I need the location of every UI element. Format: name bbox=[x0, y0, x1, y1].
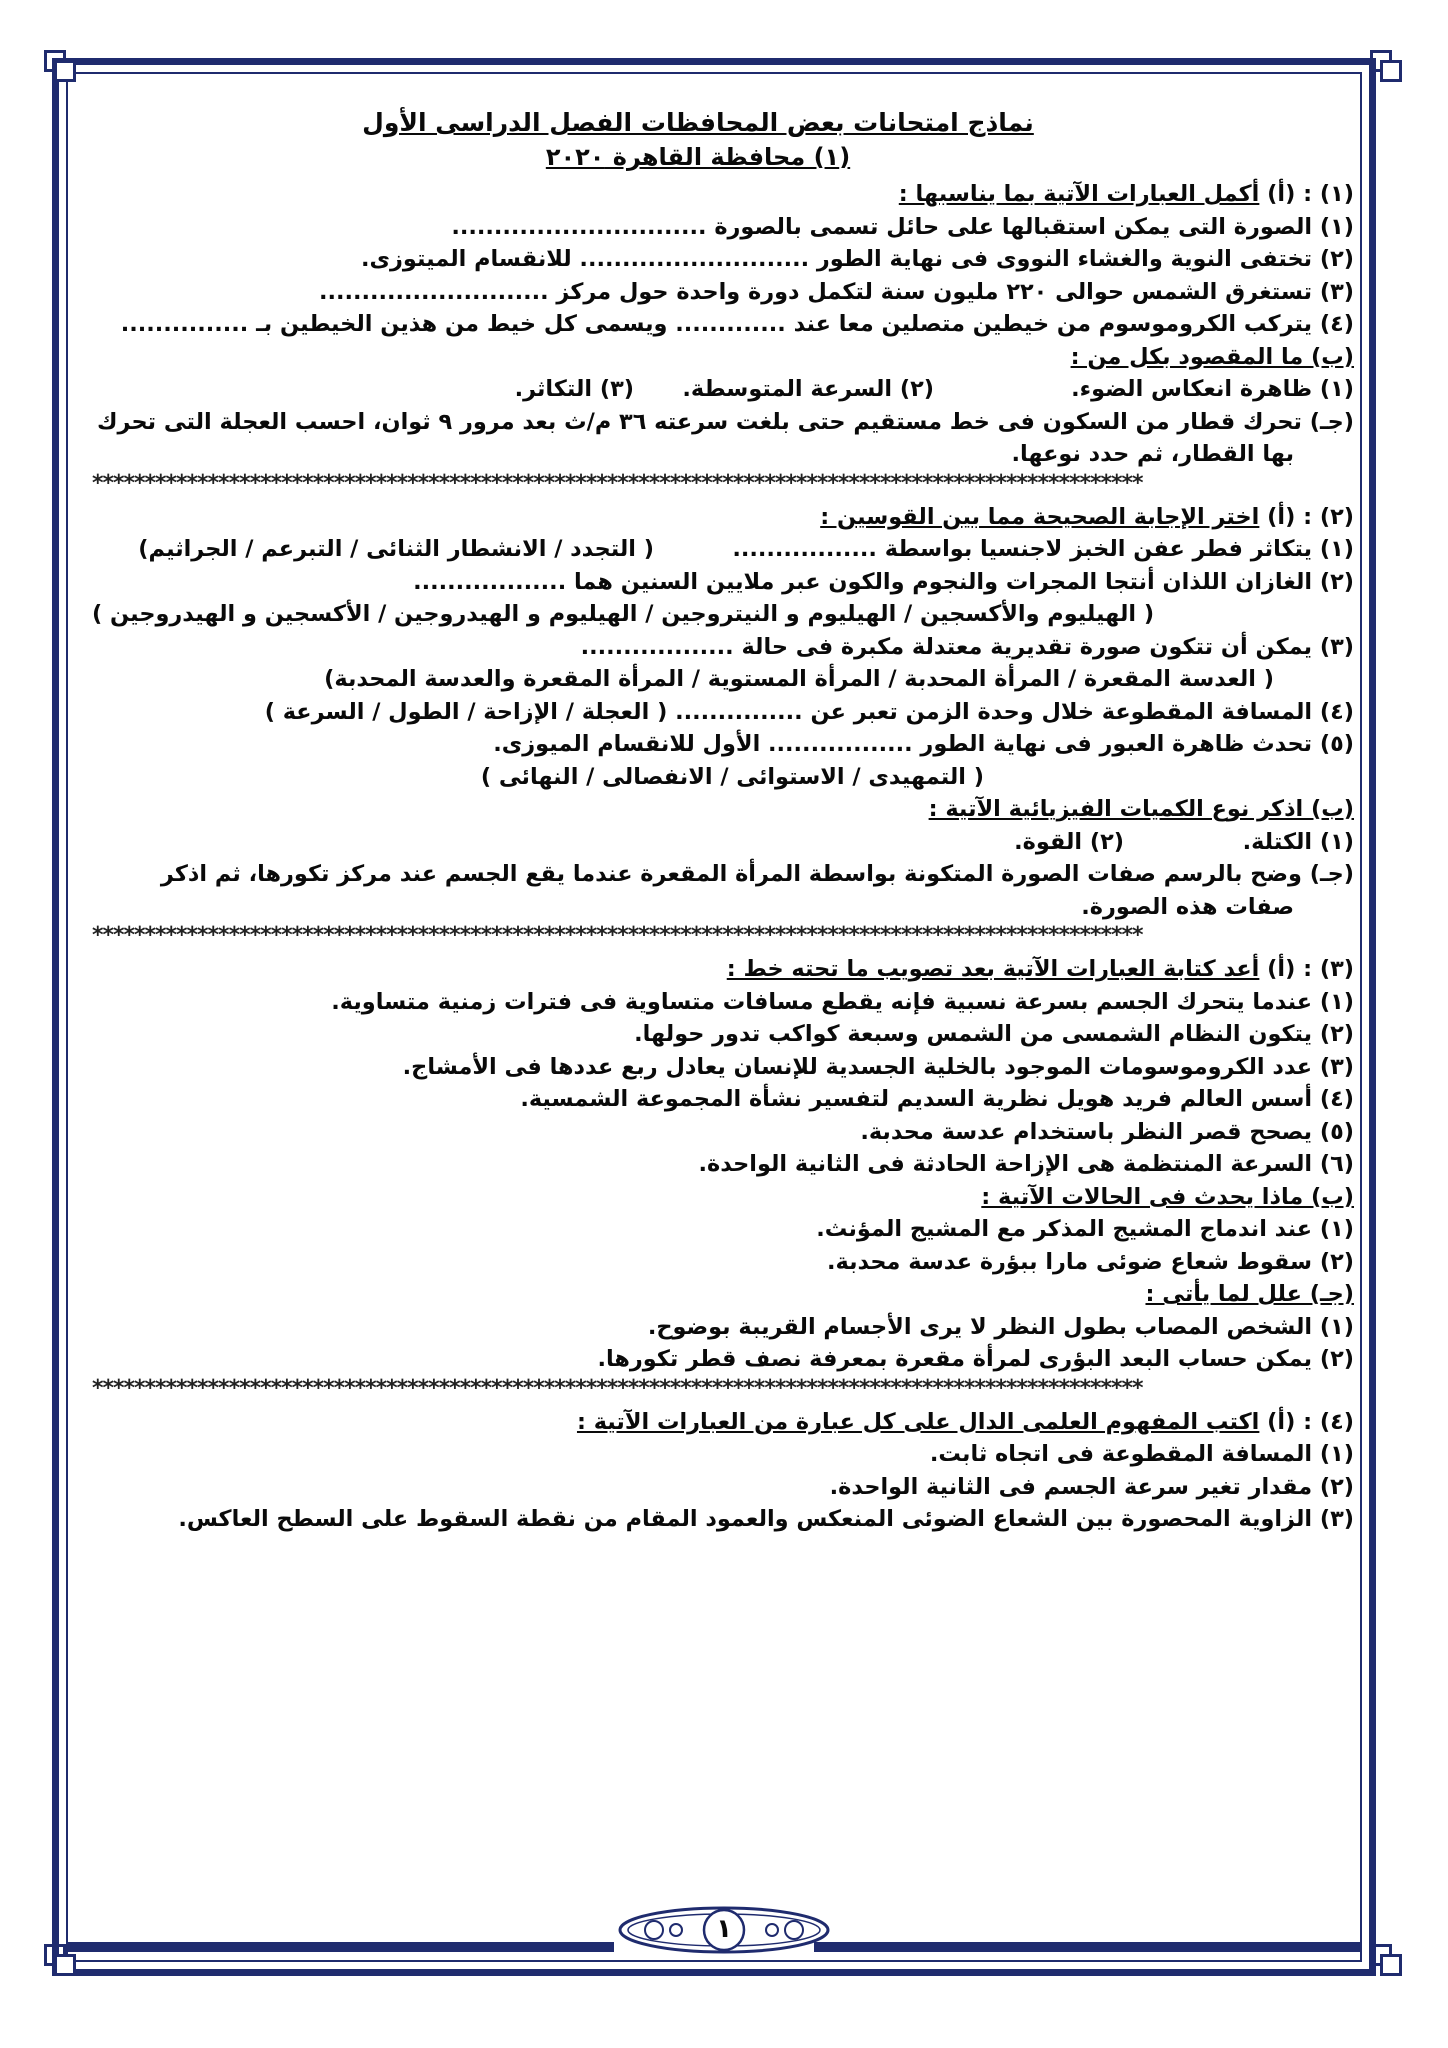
q2-item-1-options: ( التجدد / الانشطار الثنائى / التبرعم / الجراثيم) bbox=[138, 536, 654, 562]
q2-b-heading: (ب) اذكر نوع الكميات الفيزيائية الآتية : bbox=[928, 796, 1354, 822]
q3-heading: (٣) : (أ) أعد كتابة العبارات الآتية بعد تصويب ما تحته خط : bbox=[726, 956, 1354, 982]
footer-bar-left bbox=[66, 1942, 614, 1952]
q1-a-item-2: (٢) تختفى النوية والغشاء النووى فى نهاية الطور ........................... للانقسام الميتوزى. bbox=[360, 246, 1354, 272]
q2-b-item-2: (٢) القوة. bbox=[1014, 828, 1124, 855]
q3-b-item-2: (٢) سقوط شعاع ضوئى مارا ببؤرة عدسة محدبة. bbox=[826, 1248, 1354, 1275]
q4-a-item-3: (٣) الزاوية المحصورة بين الشعاع الضوئى المنعكس والعمود المقام من نقطة السقوط على السطح العاكس. bbox=[178, 1506, 1354, 1532]
q3-c-heading: (جـ) علل لما يأتى : bbox=[1145, 1281, 1354, 1307]
section-separator: **************************************************************************************************** bbox=[92, 470, 1143, 496]
q1-b-item-1: (١) ظاهرة انعكاس الضوء. bbox=[1071, 376, 1354, 402]
page-title: نماذج امتحانات بعض المحافظات الفصل الدراسى الأول bbox=[362, 108, 1034, 137]
page-subtitle: (١) محافظة القاهرة ٢٠٢٠ bbox=[545, 143, 851, 171]
q2-c-line-2: صفات هذه الصورة. bbox=[1081, 893, 1294, 920]
q1-b-item-3: (٣) التكاثر. bbox=[514, 376, 634, 402]
q1-a-item-3: (٣) تستغرق الشمس حوالى ٢٢٠ مليون سنة لتكمل دورة واحدة حول مركز ........................... bbox=[318, 278, 1354, 305]
q2-b-item-1: (١) الكتلة. bbox=[1242, 828, 1354, 855]
q2-item-3: (٣) يمكن أن تتكون صورة تقديرية معتدلة مكبرة فى حالة .................. bbox=[580, 633, 1354, 660]
q3-c-item-2: (٢) يمكن حساب البعد البؤرى لمرأة مقعرة بمعرفة نصف قطر تكورها. bbox=[597, 1346, 1354, 1372]
q4-a-item-1: (١) المسافة المقطوعة فى اتجاه ثابت. bbox=[929, 1441, 1354, 1467]
q2-item-2: (٢) الغازان اللذان أنتجا المجرات والنجوم والكون عبر ملايين السنين هما .................. bbox=[413, 568, 1354, 595]
q2-item-5: (٥) تحدث ظاهرة العبور فى نهاية الطور ................. الأول للانقسام الميوزى. bbox=[493, 731, 1354, 757]
section-separator: **************************************************************************************************** bbox=[92, 1375, 1143, 1401]
q2-heading: (٢) : (أ) اختر الإجابة الصحيحة مما بين القوسين : bbox=[820, 503, 1354, 530]
q3-a-item-4: (٤) أسس العالم فريد هويل نظرية السديم لتفسير نشأة المجموعة الشمسية. bbox=[520, 1086, 1354, 1112]
q1-heading: (١) : (أ) أكمل العبارات الآتية بما يناسبها : bbox=[898, 181, 1354, 207]
q2-item-2-options: ( الهيليوم والأكسجين / الهيليوم و النيتروجين / الهيليوم و الهيدروجين / الأكسجين و الهيدروجين ) bbox=[92, 601, 1155, 627]
exam-content bbox=[92, 106, 1354, 1946]
q2-item-5-options: ( التمهيدى / الاستوائى / الانفصالى / النهائى ) bbox=[480, 763, 984, 790]
q1-a-item-4: (٤) يتركب الكروموسوم من خيطين متصلين معا عند ............. ويسمى كل خيط من هذين الخيطين بـ ............... bbox=[120, 311, 1354, 337]
q2-b-items bbox=[92, 826, 1354, 859]
q1-c-line-2: بها القطار، ثم حدد نوعها. bbox=[1011, 441, 1294, 467]
q3-a-item-2: (٢) يتكون النظام الشمسى من الشمس وسبعة كواكب تدور حولها. bbox=[634, 1021, 1354, 1047]
q1-a-item-1: (١) الصورة التى يمكن استقبالها على حائل تسمى بالصورة .............................. bbox=[451, 213, 1354, 240]
q1-b-items bbox=[92, 373, 1354, 406]
q2-item-1: (١) يتكاثر فطر عفن الخبز لاجنسيا بواسطة ................. ( التجدد / الانشطار الثنائى / التبرعم / الجراثيم) bbox=[92, 533, 1354, 566]
q2-item-3-options: ( العدسة المقعرة / المرأة المحدبة / المرأة المستوية / المرأة المقعرة والعدسة المحدبة) bbox=[324, 666, 1274, 692]
q3-a-item-3: (٣) عدد الكروموسومات الموجود بالخلية الجسدية للإنسان يعادل ربع عددها فى الأمشاج. bbox=[402, 1053, 1354, 1080]
q2-c-line-1: (جـ) وضح بالرسم صفات الصورة المتكونة بواسطة المرأة المقعرة عندما يقع الجسم عند مركز تكورها، ثم اذكر bbox=[160, 861, 1354, 887]
footer-bar-right bbox=[814, 1942, 1362, 1952]
page-number: ١ bbox=[716, 1914, 732, 1944]
corner-ornament-top-left bbox=[44, 50, 78, 84]
section-separator: **************************************************************************************************** bbox=[92, 923, 1143, 948]
q3-b-item-1: (١) عند اندماج المشيج المذكر مع المشيج المؤنث. bbox=[816, 1216, 1354, 1242]
q1-b-heading: (ب) ما المقصود بكل من : bbox=[1070, 343, 1354, 370]
q3-b-heading: (ب) ماذا يحدث فى الحالات الآتية : bbox=[981, 1183, 1354, 1210]
q3-c-item-1: (١) الشخص المصاب بطول النظر لا يرى الأجسام القريبة بوضوح. bbox=[647, 1313, 1354, 1340]
q2-item-4: (٤) المسافة المقطوعة خلال وحدة الزمن تعبر عن ............... ( العجلة / الإزاحة / الطول / السرعة ) bbox=[264, 698, 1354, 725]
q1-c-line-1: (جـ) تحرك قطار من السكون فى خط مستقيم حتى بلغت سرعته ٣٦ م/ث بعد مرور ٩ ثوان، احسب العجلة التى تحرك bbox=[97, 408, 1354, 435]
q3-a-item-5: (٥) يصحح قصر النظر باستخدام عدسة محدبة. bbox=[860, 1118, 1354, 1145]
corner-ornament-top-right bbox=[1370, 50, 1404, 84]
q4-heading: (٤) : (أ) اكتب المفهوم العلمى الدال على كل عبارة من العبارات الآتية : bbox=[576, 1408, 1354, 1435]
q3-a-item-6: (٦) السرعة المنتظمة هى الإزاحة الحادثة فى الثانية الواحدة. bbox=[698, 1151, 1354, 1177]
corner-ornament-bottom-right bbox=[1370, 1944, 1404, 1978]
q4-a-item-2: (٢) مقدار تغير سرعة الجسم فى الثانية الواحدة. bbox=[829, 1473, 1354, 1500]
q1-b-item-2: (٢) السرعة المتوسطة. bbox=[682, 376, 934, 402]
q3-a-item-1: (١) عندما يتحرك الجسم بسرعة نسبية فإنه يقطع مسافات متساوية فى فترات زمنية متساوية. bbox=[331, 988, 1354, 1015]
